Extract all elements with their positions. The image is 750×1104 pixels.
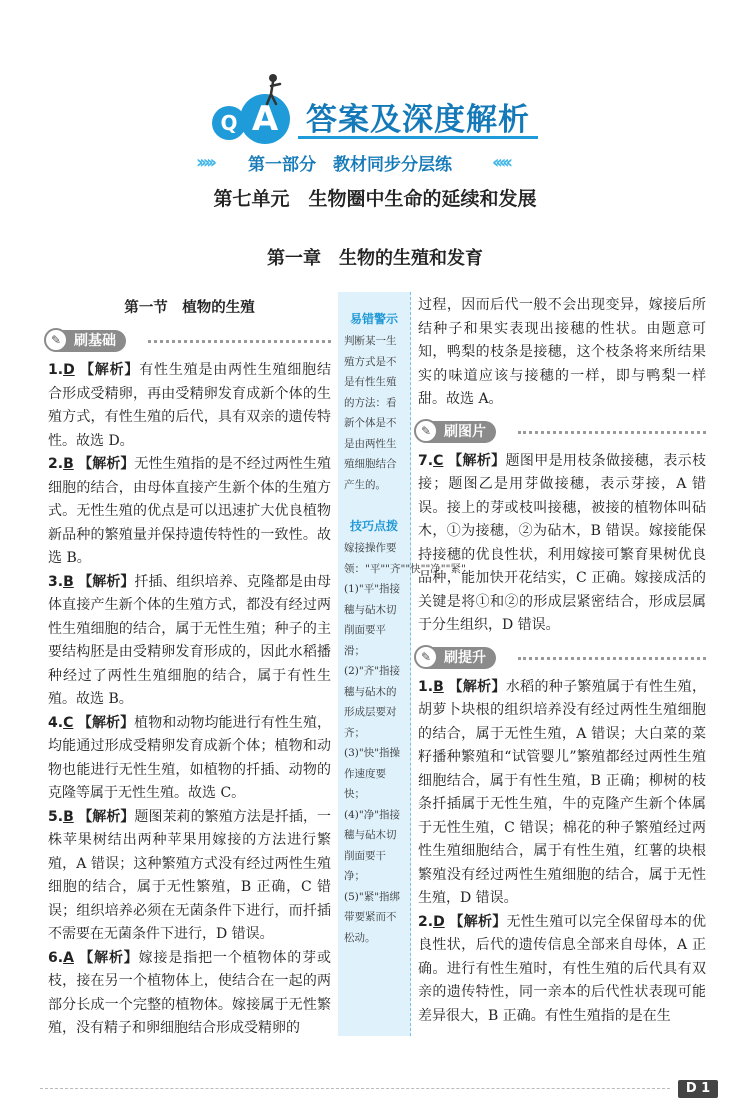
answer-item [48, 359, 331, 453]
brush-icon: ✎ [414, 645, 438, 669]
answer-letter: B [63, 456, 74, 472]
answer-list [418, 676, 706, 1029]
analysis-text: 无性生殖指的是不经过两性生殖细胞的结合，由母体直接产生新个体的生殖方式。无性生殖的优点是可以迅速扩大优良植物新品种的繁殖量并保持遗传特性的一致性。故选 B。 [48, 456, 332, 566]
analysis-text: 水稻的种子繁殖属于有性生殖，胡萝卜块根的组织培养没有经过两性生殖细胞的结合，属于无性生殖，A 错误；大白菜的菜籽播种繁殖和“试管婴儿”繁殖都经过两性生殖细胞结合，属于有性生殖，B 正确；柳树的枝条扦插属于无性生殖，牛的克隆产生新个体属于无性生殖，C 错误；棉花的种子繁殖经过两性生殖细胞结合，属于有性生殖，红薯的块根繁殖没有经过两性生殖细胞的结合，属于无性生殖，D 错误。 [418, 678, 707, 906]
analysis-label: 【解析】 [78, 573, 135, 590]
page-number: D 1 [678, 1080, 718, 1098]
continued-text: 过程，因而后代一般不会出现变异，嫁接后所结种子和果实表现出接穗的性状。由题意可知，鸭梨的枝条是接穗，这个枝条将来所结果实的味道应该与接穗的一样，即与鸭梨一样甜。故选 A。 [418, 297, 706, 407]
page-title: 答案及深度解析 [306, 102, 530, 138]
question-number: 7. [418, 452, 434, 469]
badge-a: A [240, 94, 290, 144]
question-number: 6. [48, 949, 64, 966]
analysis-label: 【解析】 [448, 678, 506, 695]
question-number: 3. [48, 573, 64, 590]
answer-letter: B [433, 678, 444, 695]
thinker-icon [256, 72, 290, 106]
dotted-divider [518, 657, 706, 660]
analysis-label: 【解析】 [448, 452, 506, 469]
analysis-text: 嫁接是指把一个植物体的芽或枝，接在另一个植物体上，使结合在一起的两部分长成一个完整的植物体。嫁接属于无性繁殖，没有精子和卵细胞结合形成受精卵的 [48, 949, 332, 1036]
answer-letter: C [63, 714, 74, 731]
analysis-text: 植物和动物均能进行有性生殖，均能通过形成受精卵发育成新个体；植物和动物也能进行无性生殖，如植物的扦插、动物的克隆等属于无性生殖。故选 C。 [48, 714, 332, 801]
unit-title: 第七单元 生物圈中生命的延续和发展 [213, 188, 537, 210]
tag-picture-label: ✎ 刷图片 [418, 421, 496, 443]
chapter-title: 第一章 生物的生殖和发育 [267, 248, 483, 269]
answer-item [418, 676, 706, 911]
tag-improve [418, 646, 706, 670]
analysis-label: 【解析】 [449, 913, 507, 930]
brush-icon: ✎ [44, 328, 68, 352]
analysis-label: 【解析】 [77, 714, 135, 731]
answer-item [418, 911, 706, 1029]
left-column [48, 294, 331, 1041]
tip-body-error: 判断某一生殖方式是不是有性生殖的方法：看新个体是不是由两性生殖细胞结合产生的。 [344, 335, 397, 491]
analysis-text: 无性生殖可以完全保留母本的优良性状，后代的遗传信息全部来自母体，A 正确。进行有性生殖时，有性生殖的后代具有双亲的遗传特性，同一亲本的后代性状表现可能差异很大，B 正确。有性生殖指的是在生 [418, 913, 707, 1024]
brush-icon: ✎ [414, 419, 438, 443]
answer-letter: B [63, 573, 74, 590]
dotted-divider [148, 340, 331, 343]
tag-picture [418, 420, 706, 444]
answer-item [48, 712, 331, 806]
answer-item [48, 947, 331, 1041]
badge-q: Q [212, 106, 246, 140]
answer-item [48, 806, 331, 947]
tip-head-skill: 技巧点拨 [349, 519, 398, 533]
analysis-label: 【解析】 [78, 456, 135, 472]
tip-head-error: 易错警示 [349, 312, 398, 326]
tip-body-skill: 嫁接操作要领："平""齐""快""净""紧"(1)"平"指接穗与砧木切削面要平滑；(2)"齐"指接穗与砧木的形成层要对齐；(3)"快"指操作速度要快；(4)"净"指接穗与砧木切削面要干净；(5)"紧"指绑带要紧而不松动。 [344, 542, 466, 944]
analysis-text: 有性生殖是由两性生殖细胞结合形成受精卵，再由受精卵发育成新个体的生殖方式，有性生殖的后代，具有双亲的遗传特性。故选 D。 [48, 362, 332, 449]
part-banner [196, 150, 554, 174]
section-title: 第一节 植物的生殖 [124, 300, 255, 316]
answer-logo [206, 72, 546, 144]
answer-letter: B [63, 808, 74, 825]
chevron-left-icon: ‹‹‹‹‹ [492, 152, 510, 173]
answer-item [48, 571, 331, 712]
question-number: 2. [418, 913, 434, 930]
chevron-right-icon: ››››› [196, 152, 214, 173]
tag-improve-label: ✎ 刷提升 [418, 647, 496, 669]
question-number: 1. [418, 678, 434, 695]
question-number: 2. [48, 456, 64, 472]
question-number: 5. [48, 808, 64, 825]
analysis-label: 【解析】 [79, 362, 140, 378]
answer-letter: C [433, 452, 444, 469]
tag-basic [48, 329, 331, 353]
dotted-divider [518, 431, 706, 434]
question-number: 1. [48, 362, 64, 378]
answer-letter: D [433, 913, 445, 930]
analysis-text: 题图茉莉的繁殖方法是扦插，一株苹果树结出两种苹果用嫁接的方法进行繁殖，A 错误；这种繁殖方式没有经过两性生殖细胞的结合，属于无性繁殖，B 正确，C 错误；组织培养必须在无菌条件下进行，而扦插不需要在无菌条件下进行，D 错误。 [48, 808, 332, 942]
analysis-text: 扦插、组织培养、克隆都是由母体直接产生新个体的生殖方式，都没有经过两性生殖细胞的结合，属于无性生殖；种子的主要结构胚是由受精卵发育形成的，因此水稻播种经过了两性生殖细胞的结合，属于有性生殖。故选 B。 [48, 573, 332, 707]
analysis-label: 【解析】 [78, 808, 135, 825]
answer-item [48, 453, 331, 571]
question-number: 4. [48, 714, 64, 731]
analysis-label: 【解析】 [79, 949, 139, 966]
answer-list [48, 359, 331, 1041]
part-title: 第一部分 教材同步分层练 [248, 155, 452, 175]
tag-basic-label: ✎ 刷基础 [48, 330, 126, 352]
answer-item [418, 450, 706, 638]
analysis-text: 题图甲是用枝条做接穗，表示枝接；题图乙是用芽做接穗，表示芽接，A 错误。接上的芽或枝叫接穗，被接的植物体叫砧木，①为接穗，②为砧木，B 错误。嫁接能保持接穗的优良性状，利用嫁接可繁育果树优良品种，能加快开花结实，C 正确。嫁接成活的关键是将①和②的形成层紧密结合，形成层属于分生组织，D 错误。 [418, 452, 707, 633]
answer-letter: D [63, 362, 75, 378]
answer-letter: A [63, 949, 74, 966]
right-column [418, 294, 706, 1028]
answer-list [418, 450, 706, 638]
footer-divider [40, 1088, 670, 1089]
